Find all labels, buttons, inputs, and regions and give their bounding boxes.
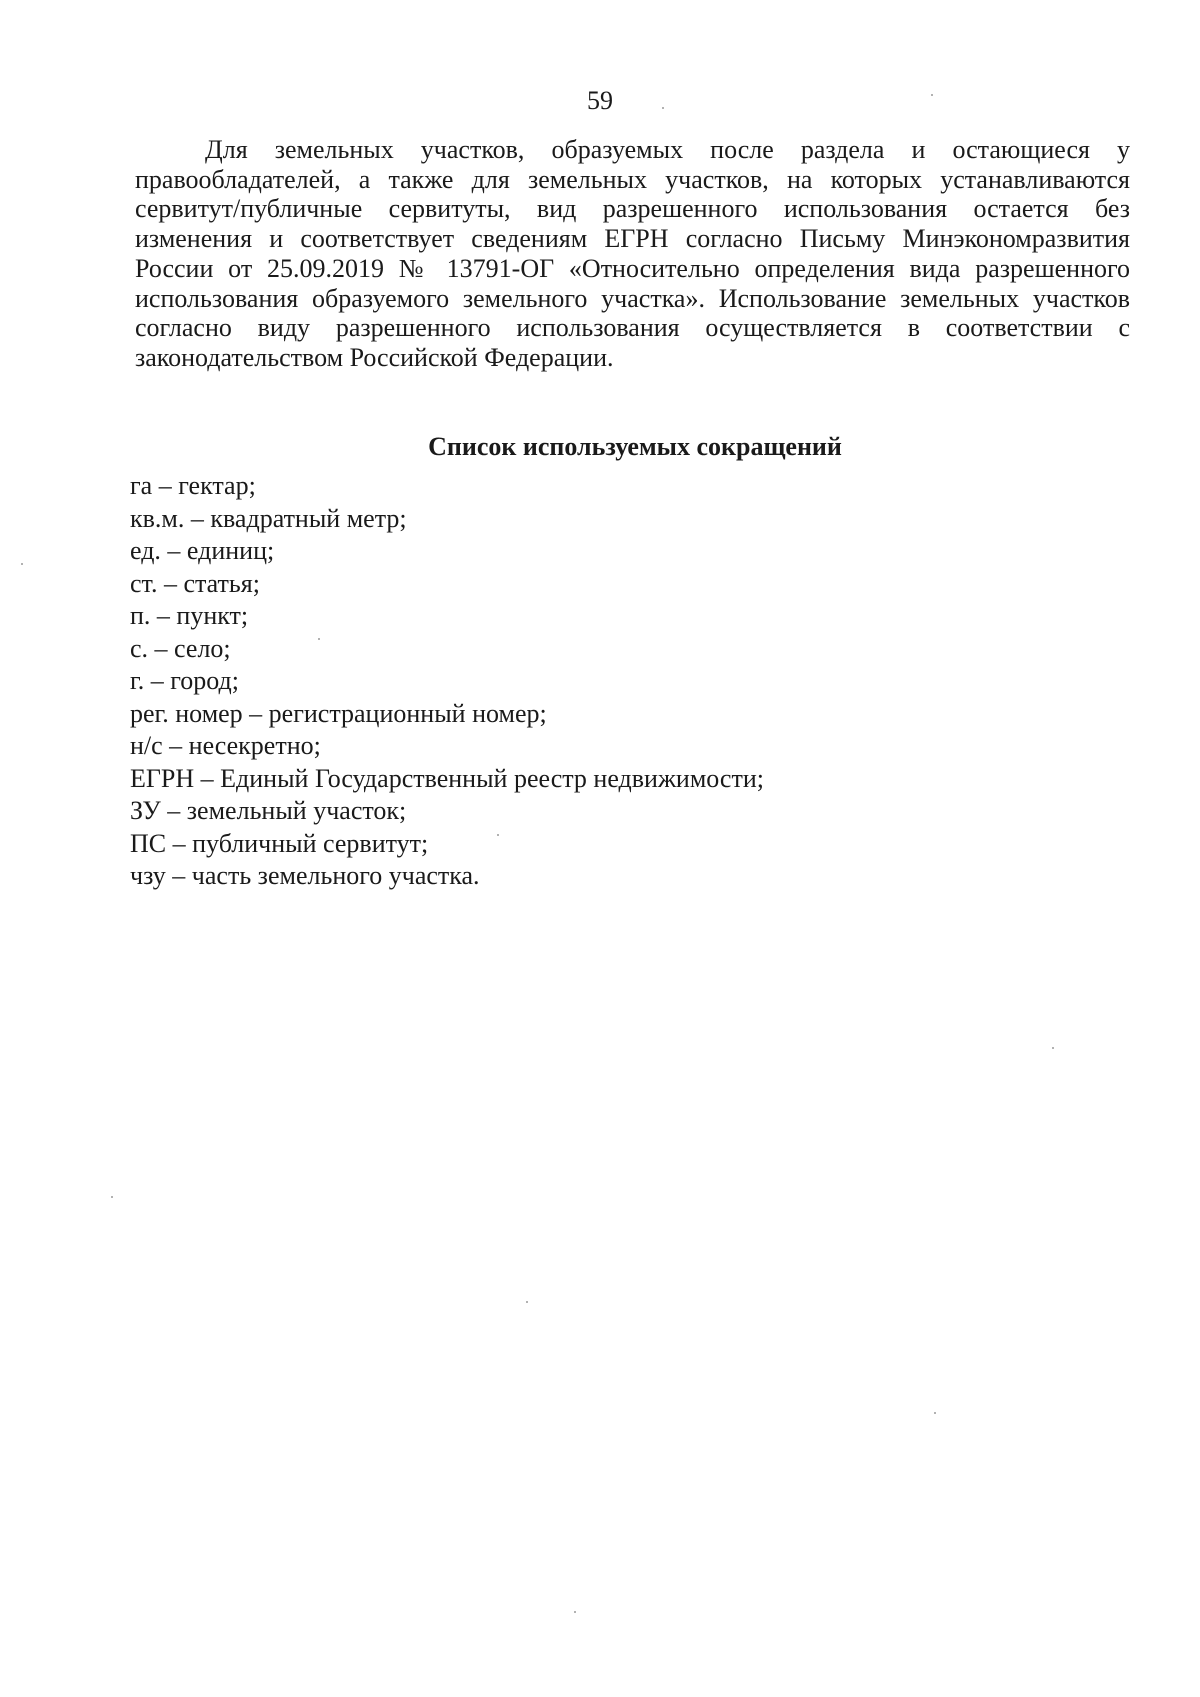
scan-speck (662, 107, 664, 109)
abbreviation-item: кв.м. – квадратный метр; (130, 503, 407, 533)
scan-speck (497, 834, 499, 836)
abbreviation-item: чзу – часть земельного участка. (130, 861, 480, 890)
scan-speck (1052, 1047, 1054, 1049)
abbreviation-item: га – гектар; (130, 471, 256, 500)
abbreviation-item: ЕГРН – Единый Государственный реестр недвижимости; (130, 763, 764, 793)
scan-speck (318, 638, 320, 640)
abbreviations-list (130, 470, 1030, 893)
scan-speck (21, 563, 23, 565)
scan-speck (931, 94, 933, 96)
abbreviation-item: г. – город; (130, 666, 239, 695)
abbreviation-item: н/с – несекретно; (130, 731, 321, 760)
abbreviations-title: Список используемых сокращений (428, 432, 842, 461)
abbreviation-item: рег. номер – регистрационный номер; (130, 698, 547, 728)
abbreviation-item: п. – пункт; (130, 601, 249, 630)
scan-speck (526, 1301, 528, 1303)
abbreviation-item: с. – село; (130, 633, 231, 663)
abbreviation-item: ЗУ – земельный участок; (130, 796, 407, 825)
abbreviation-item: ПС – публичный сервитут; (130, 828, 429, 858)
page-number: 59 (587, 86, 613, 115)
scan-speck (934, 1412, 936, 1414)
scan-speck (574, 1611, 576, 1613)
abbreviation-item: ст. – статья; (130, 568, 260, 598)
abbreviation-item: ед. – единиц; (130, 536, 275, 565)
body-paragraph: Для земельных участков, образуемых после раздела и остающиеся у правообладателей, а также для земельных участков, на которых устанавливаются сервитут/публичные сервитуты, вид разрешенного использования остается без изменения и соответствует сведениям ЕГРН согласно Письму Минэкономразвития России от 25.09.2019 № 13791-ОГ «Относительно определения вида разрешенного использования образуемого земельного участка». Использование земельных участков согласно виду разрешенного использования осуществляется в соответствии с законодательством Российской Федерации. (135, 135, 1130, 372)
scan-speck (111, 1196, 113, 1198)
